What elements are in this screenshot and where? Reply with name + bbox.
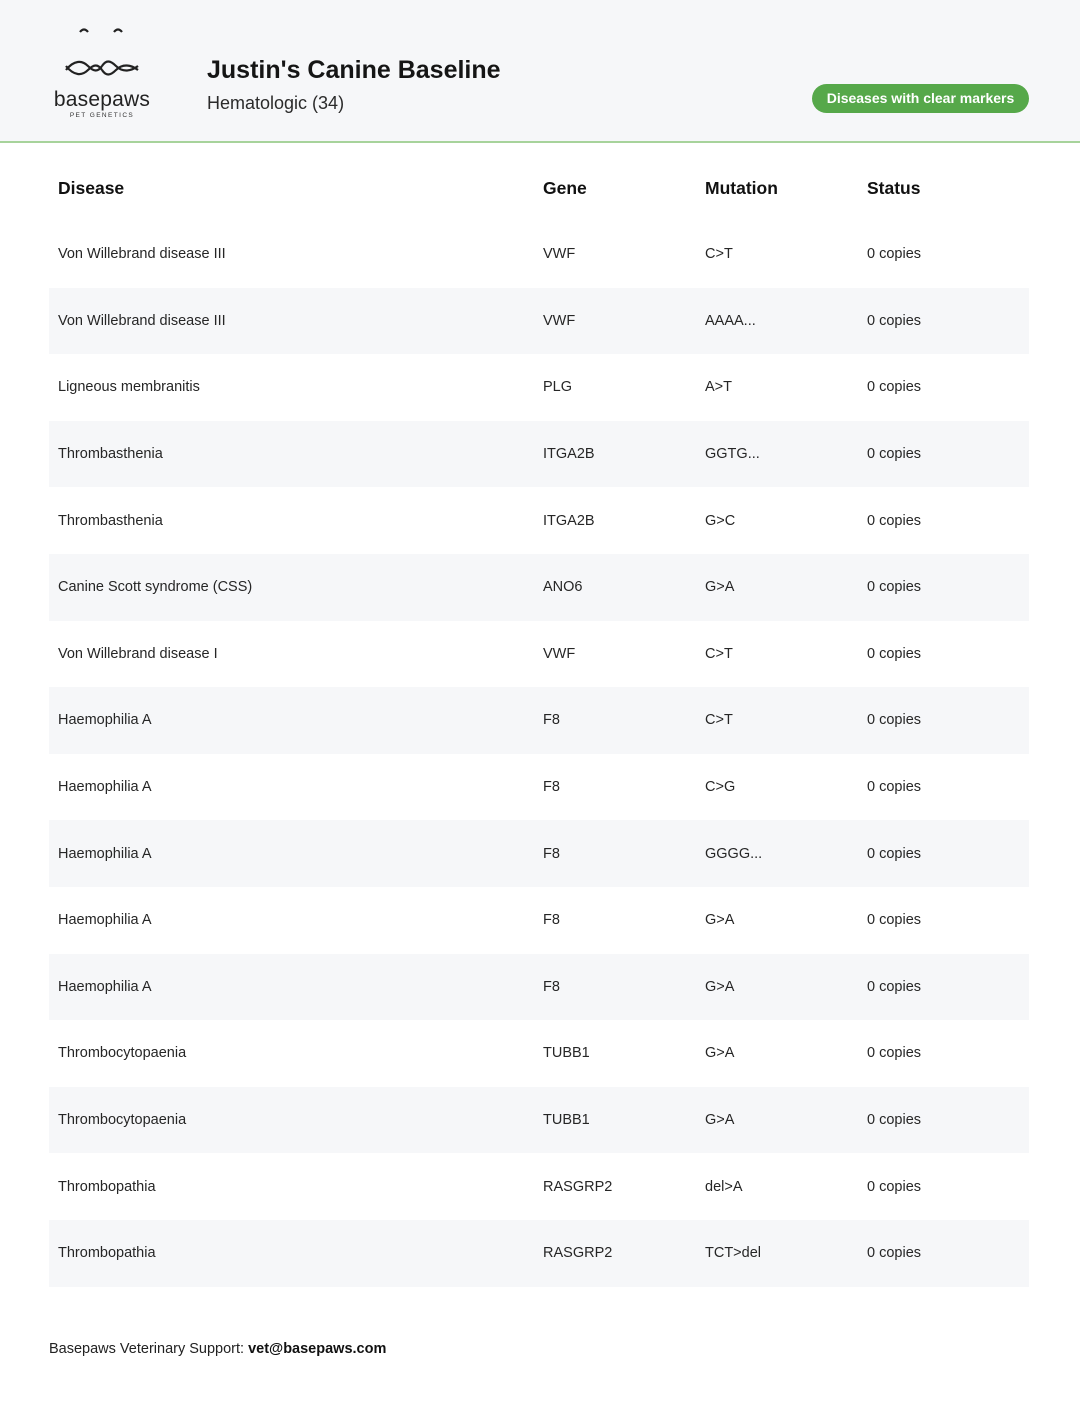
column-header-status: Status (867, 177, 921, 198)
gene-cell: VWF (543, 312, 576, 329)
logo-wordmark: basepaws (53, 88, 151, 111)
table-row (49, 221, 1029, 288)
disease-cell: Von Willebrand disease III (58, 246, 226, 263)
table-row (49, 754, 1029, 821)
gene-cell: PLG (543, 379, 573, 396)
disease-cell: Haemophilia A (58, 712, 152, 729)
gene-cell: F8 (543, 712, 560, 729)
status-cell: 0 copies (867, 712, 922, 729)
disease-cell: Ligneous membranitis (58, 379, 200, 396)
gene-cell: ITGA2B (543, 512, 595, 529)
table-row (49, 954, 1029, 1021)
status-cell: 0 copies (867, 779, 922, 796)
status-cell: 0 copies (867, 312, 922, 329)
table-row (49, 887, 1029, 954)
gene-cell: TUBB1 (543, 1045, 590, 1062)
mutation-cell: G>A (705, 912, 735, 929)
column-header-mutation: Mutation (705, 177, 778, 198)
status-cell: 0 copies (867, 1112, 922, 1129)
mutation-cell: del>A (705, 1178, 743, 1195)
status-cell: 0 copies (867, 1178, 922, 1195)
table-row (49, 687, 1029, 754)
status-cell: 0 copies (867, 579, 922, 596)
footer (49, 1341, 386, 1357)
column-header-gene: Gene (543, 177, 587, 198)
disease-cell: Haemophilia A (58, 845, 152, 862)
disease-cell: Thrombocytopaenia (58, 1112, 187, 1129)
cat-face-icon (64, 26, 140, 86)
gene-cell: ANO6 (543, 579, 583, 596)
mutation-cell: GGTG... (705, 446, 760, 463)
footer-support-label: Basepaws Veterinary Support: (49, 1341, 245, 1357)
disease-cell: Thrombasthenia (58, 512, 163, 529)
table-row (49, 554, 1029, 621)
logo-tagline: PET GENETICS (69, 112, 135, 119)
table-row (49, 1020, 1029, 1087)
disease-cell: Thrombopathia (58, 1245, 156, 1262)
gene-cell: F8 (543, 779, 560, 796)
disease-cell: Haemophilia A (58, 978, 152, 995)
mutation-cell: C>T (705, 645, 733, 662)
mutation-cell: G>A (705, 978, 735, 995)
column-header-disease: Disease (58, 177, 125, 198)
support-email-link[interactable]: vet@basepaws.com (248, 1341, 387, 1357)
disease-cell: Von Willebrand disease I (58, 645, 218, 662)
disease-cell: Von Willebrand disease III (58, 312, 226, 329)
gene-cell: F8 (543, 978, 560, 995)
disease-cell: Haemophilia A (58, 912, 152, 929)
gene-cell: ITGA2B (543, 446, 595, 463)
report-header (0, 0, 1080, 143)
table-body (49, 221, 1029, 1287)
status-cell: 0 copies (867, 845, 922, 862)
table-row (49, 820, 1029, 887)
disease-cell: Thrombopathia (58, 1178, 156, 1195)
status-cell: 0 copies (867, 446, 922, 463)
disease-cell: Haemophilia A (58, 779, 152, 796)
clear-markers-badge: Diseases with clear markers (812, 84, 1029, 113)
table-row (49, 354, 1029, 421)
table-row (49, 1087, 1029, 1154)
mutation-cell: C>T (705, 712, 733, 729)
report-subtitle: Hematologic (34) (207, 93, 345, 113)
mutation-cell: AAAA... (705, 312, 756, 329)
report-title: Justin's Canine Baseline (207, 56, 501, 84)
status-cell: 0 copies (867, 379, 922, 396)
status-cell: 0 copies (867, 645, 922, 662)
table-row (49, 288, 1029, 355)
mutation-cell: G>C (705, 512, 736, 529)
basepaws-logo (48, 26, 156, 122)
mutation-cell: GGGG... (705, 845, 763, 862)
mutation-cell: G>A (705, 1112, 735, 1129)
gene-cell: RASGRP2 (543, 1245, 613, 1262)
table-row (49, 421, 1029, 488)
disease-table (49, 155, 1029, 1287)
status-cell: 0 copies (867, 246, 922, 263)
disease-cell: Thrombocytopaenia (58, 1045, 187, 1062)
gene-cell: VWF (543, 645, 576, 662)
table-row (49, 1153, 1029, 1220)
disease-cell: Thrombasthenia (58, 446, 163, 463)
gene-cell: VWF (543, 246, 576, 263)
status-cell: 0 copies (867, 912, 922, 929)
mutation-cell: C>G (705, 779, 736, 796)
status-cell: 0 copies (867, 978, 922, 995)
table-row (49, 621, 1029, 688)
table-header-row (49, 155, 1029, 221)
disease-cell: Canine Scott syndrome (CSS) (58, 579, 253, 596)
mutation-cell: G>A (705, 579, 735, 596)
gene-cell: F8 (543, 845, 560, 862)
status-cell: 0 copies (867, 1245, 922, 1262)
gene-cell: F8 (543, 912, 560, 929)
gene-cell: TUBB1 (543, 1112, 590, 1129)
status-cell: 0 copies (867, 1045, 922, 1062)
status-cell: 0 copies (867, 512, 922, 529)
mutation-cell: TCT>del (705, 1245, 762, 1262)
mutation-cell: G>A (705, 1045, 735, 1062)
table-row (49, 487, 1029, 554)
mutation-cell: A>T (705, 379, 732, 396)
mutation-cell: C>T (705, 246, 733, 263)
gene-cell: RASGRP2 (543, 1178, 613, 1195)
table-row (49, 1220, 1029, 1287)
